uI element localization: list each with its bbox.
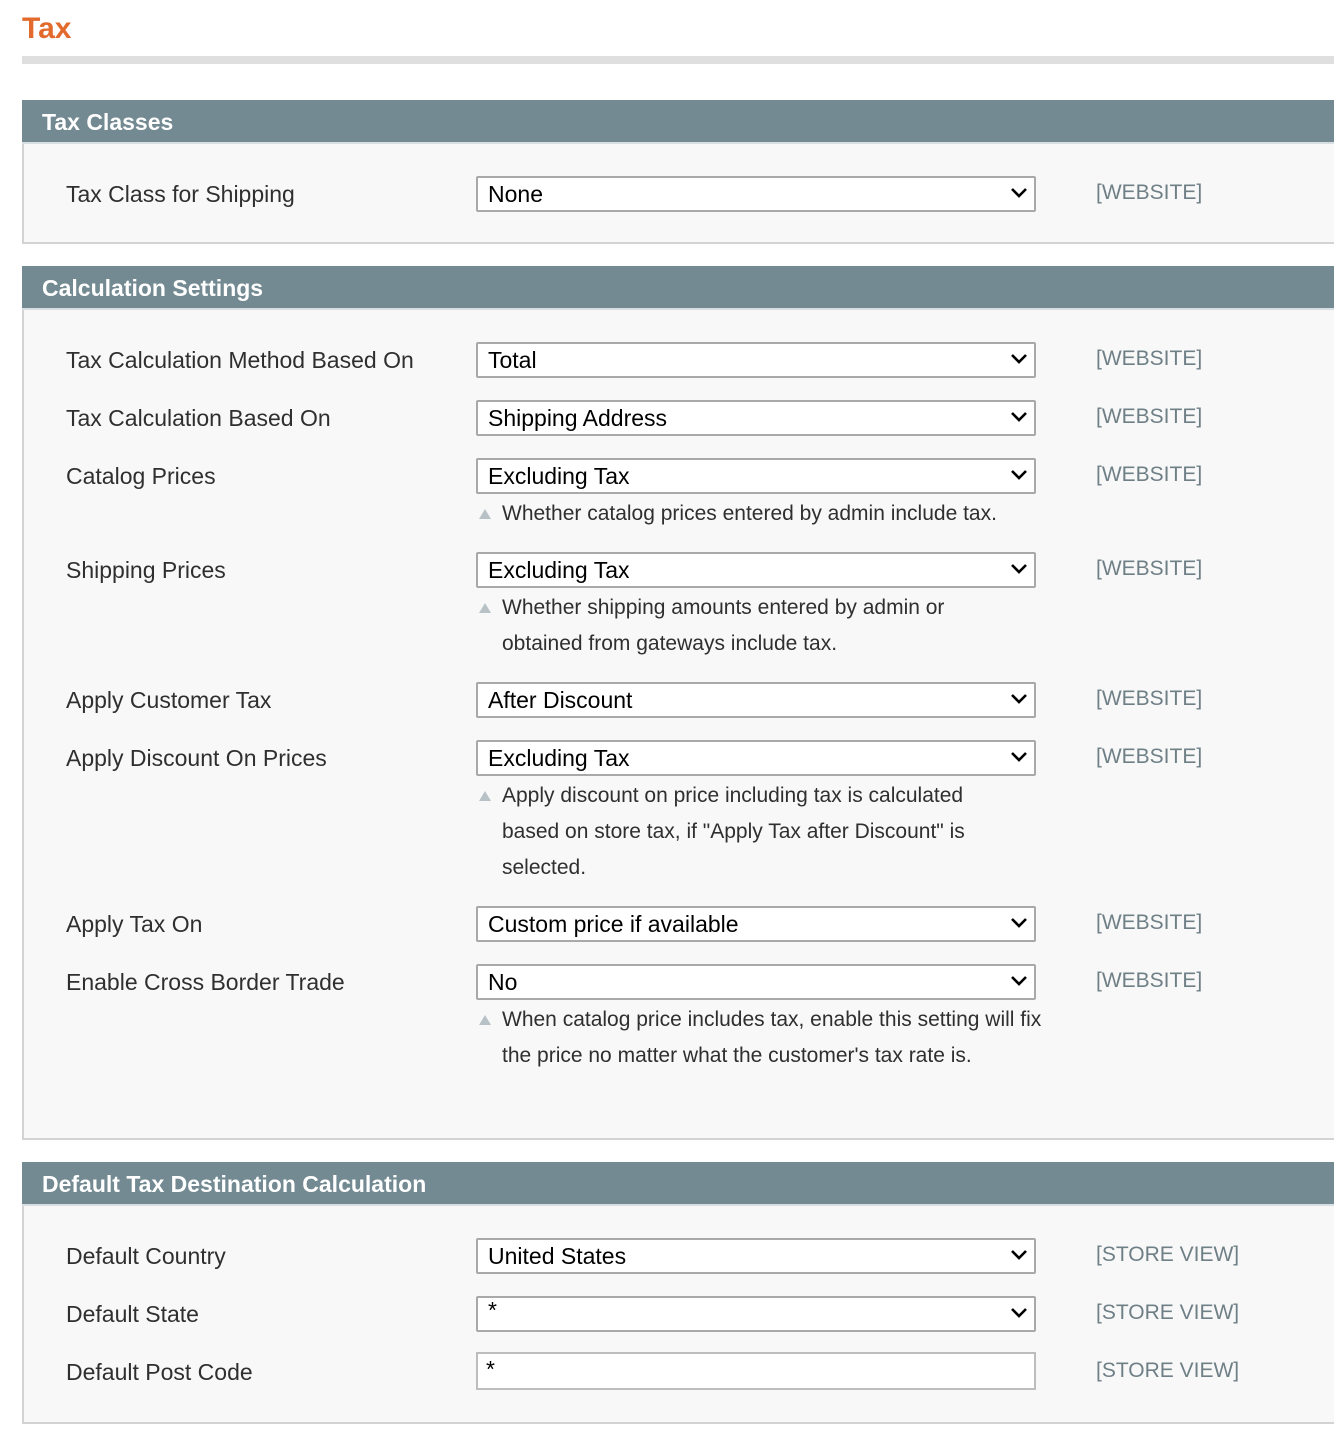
note-text: When catalog price includes tax, enable this setting will fix the price no matter what the customer's tax rate is.	[502, 1008, 1042, 1067]
label-tax-calculation-method: Tax Calculation Method Based On	[66, 347, 414, 373]
select-tax-calculation-based-on[interactable]	[476, 400, 1036, 436]
scope-label: [WEBSITE]	[1096, 405, 1203, 428]
select-shipping-prices[interactable]	[476, 552, 1036, 588]
chevron-down-icon	[1010, 185, 1028, 201]
select-apply-tax-on[interactable]	[476, 906, 1036, 942]
chevron-down-icon	[1010, 749, 1028, 765]
triangle-up-icon	[478, 1014, 492, 1026]
select-value: Shipping Address	[488, 405, 668, 431]
chevron-down-icon	[1010, 1305, 1028, 1321]
label-default-state: Default State	[66, 1301, 199, 1327]
chevron-down-icon	[1010, 973, 1028, 989]
section-header-default-tax-destination[interactable]: Default Tax Destination Calculation	[22, 1162, 1334, 1206]
input-value: *	[486, 1356, 495, 1382]
chevron-down-icon	[1010, 691, 1028, 707]
scope-label: [STORE VIEW]	[1096, 1359, 1240, 1382]
chevron-down-icon	[1010, 915, 1028, 931]
select-tax-class-for-shipping[interactable]	[476, 176, 1036, 212]
select-value: After Discount	[488, 687, 633, 713]
select-catalog-prices[interactable]	[476, 458, 1036, 494]
chevron-down-icon	[1010, 351, 1028, 367]
note-text: Whether catalog prices entered by admin include tax.	[502, 502, 997, 525]
scope-label: [WEBSITE]	[1096, 463, 1203, 486]
select-value: Total	[488, 347, 537, 373]
select-value: None	[488, 181, 543, 207]
section-calculation-settings	[22, 266, 1334, 1140]
triangle-up-icon	[478, 508, 492, 520]
chevron-down-icon	[1010, 1247, 1028, 1263]
select-value: *	[488, 1297, 497, 1323]
scope-label: [WEBSITE]	[1096, 557, 1203, 580]
chevron-down-icon	[1010, 561, 1028, 577]
section-body-default-tax-destination	[22, 1206, 1334, 1424]
scope-label: [WEBSITE]	[1096, 745, 1203, 768]
title-divider	[22, 56, 1334, 64]
scope-label: [WEBSITE]	[1096, 911, 1203, 934]
select-enable-cross-border-trade[interactable]	[476, 964, 1036, 1000]
select-apply-customer-tax[interactable]	[476, 682, 1036, 718]
select-apply-discount-on-prices[interactable]	[476, 740, 1036, 776]
select-value: United States	[488, 1243, 627, 1269]
label-default-post-code: Default Post Code	[66, 1359, 253, 1385]
label-apply-discount-on-prices: Apply Discount On Prices	[66, 745, 327, 771]
label-apply-customer-tax: Apply Customer Tax	[66, 687, 272, 713]
note-text: Whether shipping amounts entered by admin or obtained from gateways include tax.	[502, 596, 945, 655]
scope-label: [WEBSITE]	[1096, 687, 1203, 710]
chevron-down-icon	[1010, 467, 1028, 483]
section-header-calculation-settings[interactable]: Calculation Settings	[22, 266, 1334, 310]
triangle-up-icon	[478, 602, 492, 614]
select-value: Excluding Tax	[488, 745, 630, 771]
section-body-calculation-settings	[22, 310, 1334, 1140]
label-default-country: Default Country	[66, 1243, 226, 1269]
select-value: No	[488, 969, 518, 995]
label-tax-calculation-based-on: Tax Calculation Based On	[66, 405, 331, 431]
scope-label: [WEBSITE]	[1096, 969, 1203, 992]
select-value: Excluding Tax	[488, 463, 630, 489]
select-tax-calculation-method[interactable]	[476, 342, 1036, 378]
label-tax-class-for-shipping: Tax Class for Shipping	[66, 181, 295, 207]
input-default-post-code[interactable]	[476, 1352, 1036, 1390]
chevron-down-icon	[1010, 409, 1028, 425]
scope-label: [WEBSITE]	[1096, 347, 1203, 370]
select-value: Excluding Tax	[488, 557, 630, 583]
scope-label: [STORE VIEW]	[1096, 1301, 1240, 1324]
select-value: Custom price if available	[488, 911, 739, 937]
note-text: Apply discount on price including tax is calculated based on store tax, if "Apply Tax after Discount" is selected.	[502, 784, 965, 879]
page-title: Tax	[22, 12, 72, 45]
label-enable-cross-border-trade: Enable Cross Border Trade	[66, 969, 345, 995]
scope-label: [WEBSITE]	[1096, 181, 1203, 204]
label-shipping-prices: Shipping Prices	[66, 557, 226, 583]
label-apply-tax-on: Apply Tax On	[66, 911, 203, 937]
label-catalog-prices: Catalog Prices	[66, 463, 216, 489]
select-default-country[interactable]	[476, 1238, 1036, 1274]
triangle-up-icon	[478, 790, 492, 802]
section-tax-classes	[22, 100, 1334, 244]
section-default-tax-destination	[22, 1162, 1334, 1424]
select-default-state[interactable]	[476, 1296, 1036, 1332]
scope-label: [STORE VIEW]	[1096, 1243, 1240, 1266]
section-header-tax-classes[interactable]: Tax Classes	[22, 100, 1334, 144]
section-body-tax-classes	[22, 144, 1334, 244]
